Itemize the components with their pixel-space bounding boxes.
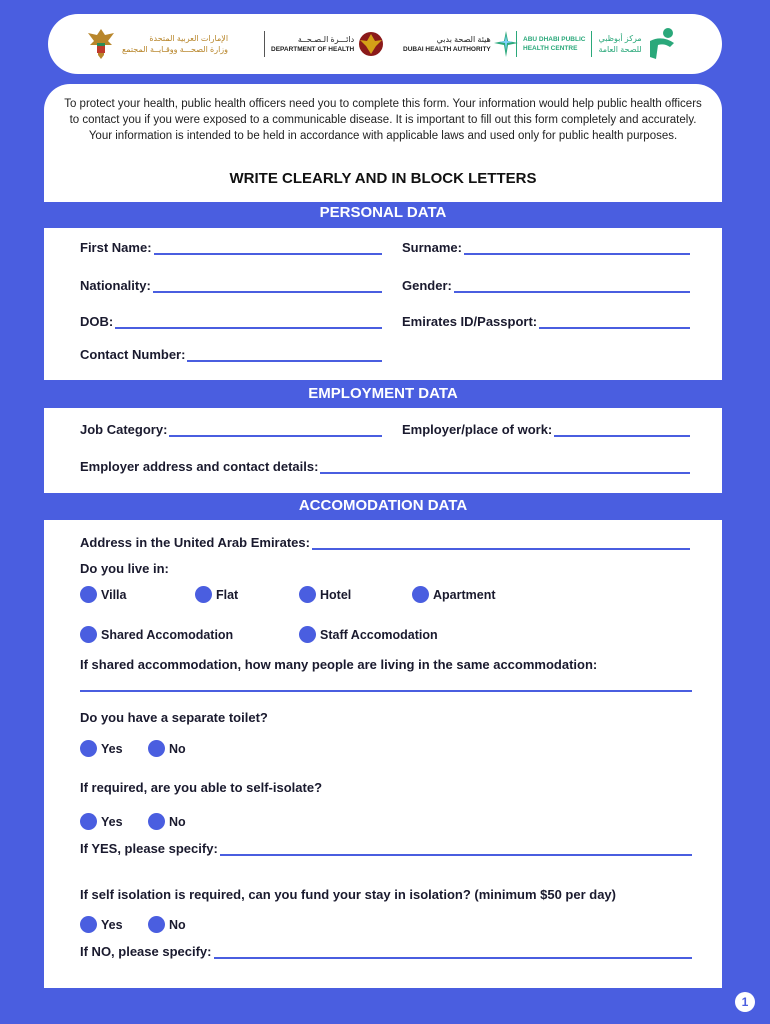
first-name-line[interactable] [154, 245, 382, 255]
accommodation-data-title: ACCOMODATION DATA [298, 497, 468, 514]
contact-number-field[interactable] [80, 347, 382, 362]
no-label: No [169, 917, 186, 932]
option-hotel[interactable] [299, 586, 351, 603]
radio-villa[interactable] [80, 586, 97, 603]
gender-line[interactable] [454, 283, 690, 293]
doh-arabic: دائـــرة الـصـحــة [297, 35, 355, 44]
radio-fund-no[interactable] [148, 916, 165, 933]
surname-line[interactable] [464, 245, 690, 255]
nationality-label: Nationality: [80, 278, 151, 293]
hotel-label: Hotel [320, 587, 352, 602]
villa-label: Villa [101, 587, 127, 602]
yes-label: Yes [101, 917, 123, 932]
fund-yes-option[interactable] [80, 916, 123, 933]
option-flat[interactable] [195, 586, 238, 603]
job-category-field[interactable] [80, 422, 382, 437]
radio-isolate-no[interactable] [148, 813, 165, 830]
employer-label: Employer/place of work: [402, 422, 553, 437]
dha-english: DUBAI HEALTH AUTHORITY [403, 46, 491, 53]
adphc-english-2: HEALTH CENTRE [523, 45, 578, 52]
yes-label: Yes [101, 741, 123, 756]
dob-field[interactable] [80, 314, 382, 329]
toilet-question: Do you have a separate toilet? [80, 710, 268, 725]
staff-label: Staff Accomodation [320, 627, 438, 642]
uae-ministry-logo [86, 24, 228, 64]
fund-isolation-question: If self isolation is required, can you fund your stay in isolation? (minimum $50 per day) [80, 887, 616, 902]
uae-address-line[interactable] [312, 540, 690, 550]
isolate-specify-field[interactable] [80, 841, 692, 856]
doh-logo [258, 24, 384, 64]
employer-address-label: Employer address and contact details: [80, 459, 319, 474]
radio-staff[interactable] [299, 626, 316, 643]
personal-data-title: PERSONAL DATA [319, 204, 447, 221]
option-staff[interactable] [299, 626, 438, 643]
job-category-line[interactable] [169, 427, 382, 437]
radio-hotel[interactable] [299, 586, 316, 603]
shared-count-line[interactable] [80, 690, 692, 692]
nationality-line[interactable] [153, 283, 382, 293]
employer-line[interactable] [554, 427, 690, 437]
adphc-arabic-1: مركز أبوظبي [598, 34, 642, 43]
first-name-field[interactable] [80, 240, 382, 255]
doh-english: DEPARTMENT OF HEALTH [271, 46, 355, 53]
adphc-arabic-2: للصحة العامة [598, 45, 642, 54]
uae-address-label: Address in the United Arab Emirates: [80, 535, 310, 550]
radio-toilet-no[interactable] [148, 740, 165, 757]
no-label: No [169, 741, 186, 756]
adphc-logo [510, 24, 678, 64]
employer-address-field[interactable] [80, 459, 690, 474]
radio-isolate-yes[interactable] [80, 813, 97, 830]
abu-dhabi-emblem-icon [358, 29, 384, 59]
dha-arabic: هيئة الصحة بدبي [436, 35, 491, 44]
option-apartment[interactable] [412, 586, 496, 603]
radio-fund-yes[interactable] [80, 916, 97, 933]
fund-specify-field[interactable] [80, 944, 692, 959]
employer-address-line[interactable] [320, 464, 690, 474]
shared-count-question: If shared accommodation, how many people are living in the same accommodation: [80, 657, 598, 672]
employment-data-panel [44, 408, 722, 493]
emirates-id-field[interactable] [402, 314, 690, 329]
dob-label: DOB: [80, 314, 114, 329]
adphc-english-1: ABU DHABI PUBLIC [523, 36, 586, 43]
self-isolate-question: If required, are you able to self-isolate? [80, 780, 323, 795]
surname-field[interactable] [402, 240, 690, 255]
gender-field[interactable] [402, 278, 690, 293]
adphc-person-icon [646, 27, 678, 61]
option-villa[interactable] [80, 586, 126, 603]
shared-label: Shared Accomodation [101, 627, 234, 642]
gender-label: Gender: [402, 278, 452, 293]
first-name-label: First Name: [80, 240, 152, 255]
yes-label: Yes [101, 814, 123, 829]
no-label: No [169, 814, 186, 829]
contact-number-line[interactable] [187, 352, 382, 362]
fund-specify-label: If NO, please specify: [80, 944, 212, 959]
surname-label: Surname: [402, 240, 462, 255]
fund-no-option[interactable] [148, 916, 186, 933]
apartment-label: Apartment [433, 587, 496, 602]
isolate-no-option[interactable] [148, 813, 186, 830]
radio-flat[interactable] [195, 586, 212, 603]
flat-label: Flat [216, 587, 239, 602]
page-number: 1 [735, 992, 755, 1012]
nationality-field[interactable] [80, 278, 382, 293]
job-category-label: Job Category: [80, 422, 168, 437]
uae-ministry-arabic-2: وزارة الصحـــة ووقـايــة المجتمع [122, 45, 229, 54]
toilet-no-option[interactable] [148, 740, 186, 757]
uae-address-field[interactable] [80, 535, 690, 550]
fund-specify-line[interactable] [214, 949, 693, 959]
uae-ministry-arabic-1: الإمارات العربية المتحدة [149, 34, 229, 43]
option-shared[interactable] [80, 626, 233, 643]
live-in-question: Do you live in: [80, 561, 169, 576]
employer-field[interactable] [402, 422, 690, 437]
toilet-yes-option[interactable] [80, 740, 123, 757]
radio-apartment[interactable] [412, 586, 429, 603]
dha-logo [403, 24, 519, 64]
divider [264, 31, 265, 57]
isolate-specify-label: If YES, please specify: [80, 841, 218, 856]
block-letters-instruction: WRITE CLEARLY AND IN BLOCK LETTERS [229, 170, 537, 187]
intro-paragraph: To protect your health, public health officers need you to complete this form. Your information would help public health officers to contact you if you were exposed to a communicable disease. It is important to fill out this form completely and accurately. Your information is intended to be held in accordance with applicable laws and used only for public health purposes. [64, 98, 702, 142]
radio-shared[interactable] [80, 626, 97, 643]
radio-toilet-yes[interactable] [80, 740, 97, 757]
emirates-id-label: Emirates ID/Passport: [402, 314, 538, 329]
falcon-emblem-icon [86, 27, 116, 61]
accommodation-data-panel [44, 520, 722, 988]
emirates-id-line[interactable] [539, 319, 690, 329]
intro-panel [44, 84, 722, 202]
divider [516, 31, 517, 57]
dob-line[interactable] [115, 319, 382, 329]
isolate-specify-line[interactable] [220, 846, 692, 856]
contact-number-label: Contact Number: [80, 347, 186, 362]
divider [591, 31, 592, 57]
employment-data-title: EMPLOYMENT DATA [308, 385, 458, 402]
header-logos-bar [48, 14, 722, 74]
isolate-yes-option[interactable] [80, 813, 123, 830]
